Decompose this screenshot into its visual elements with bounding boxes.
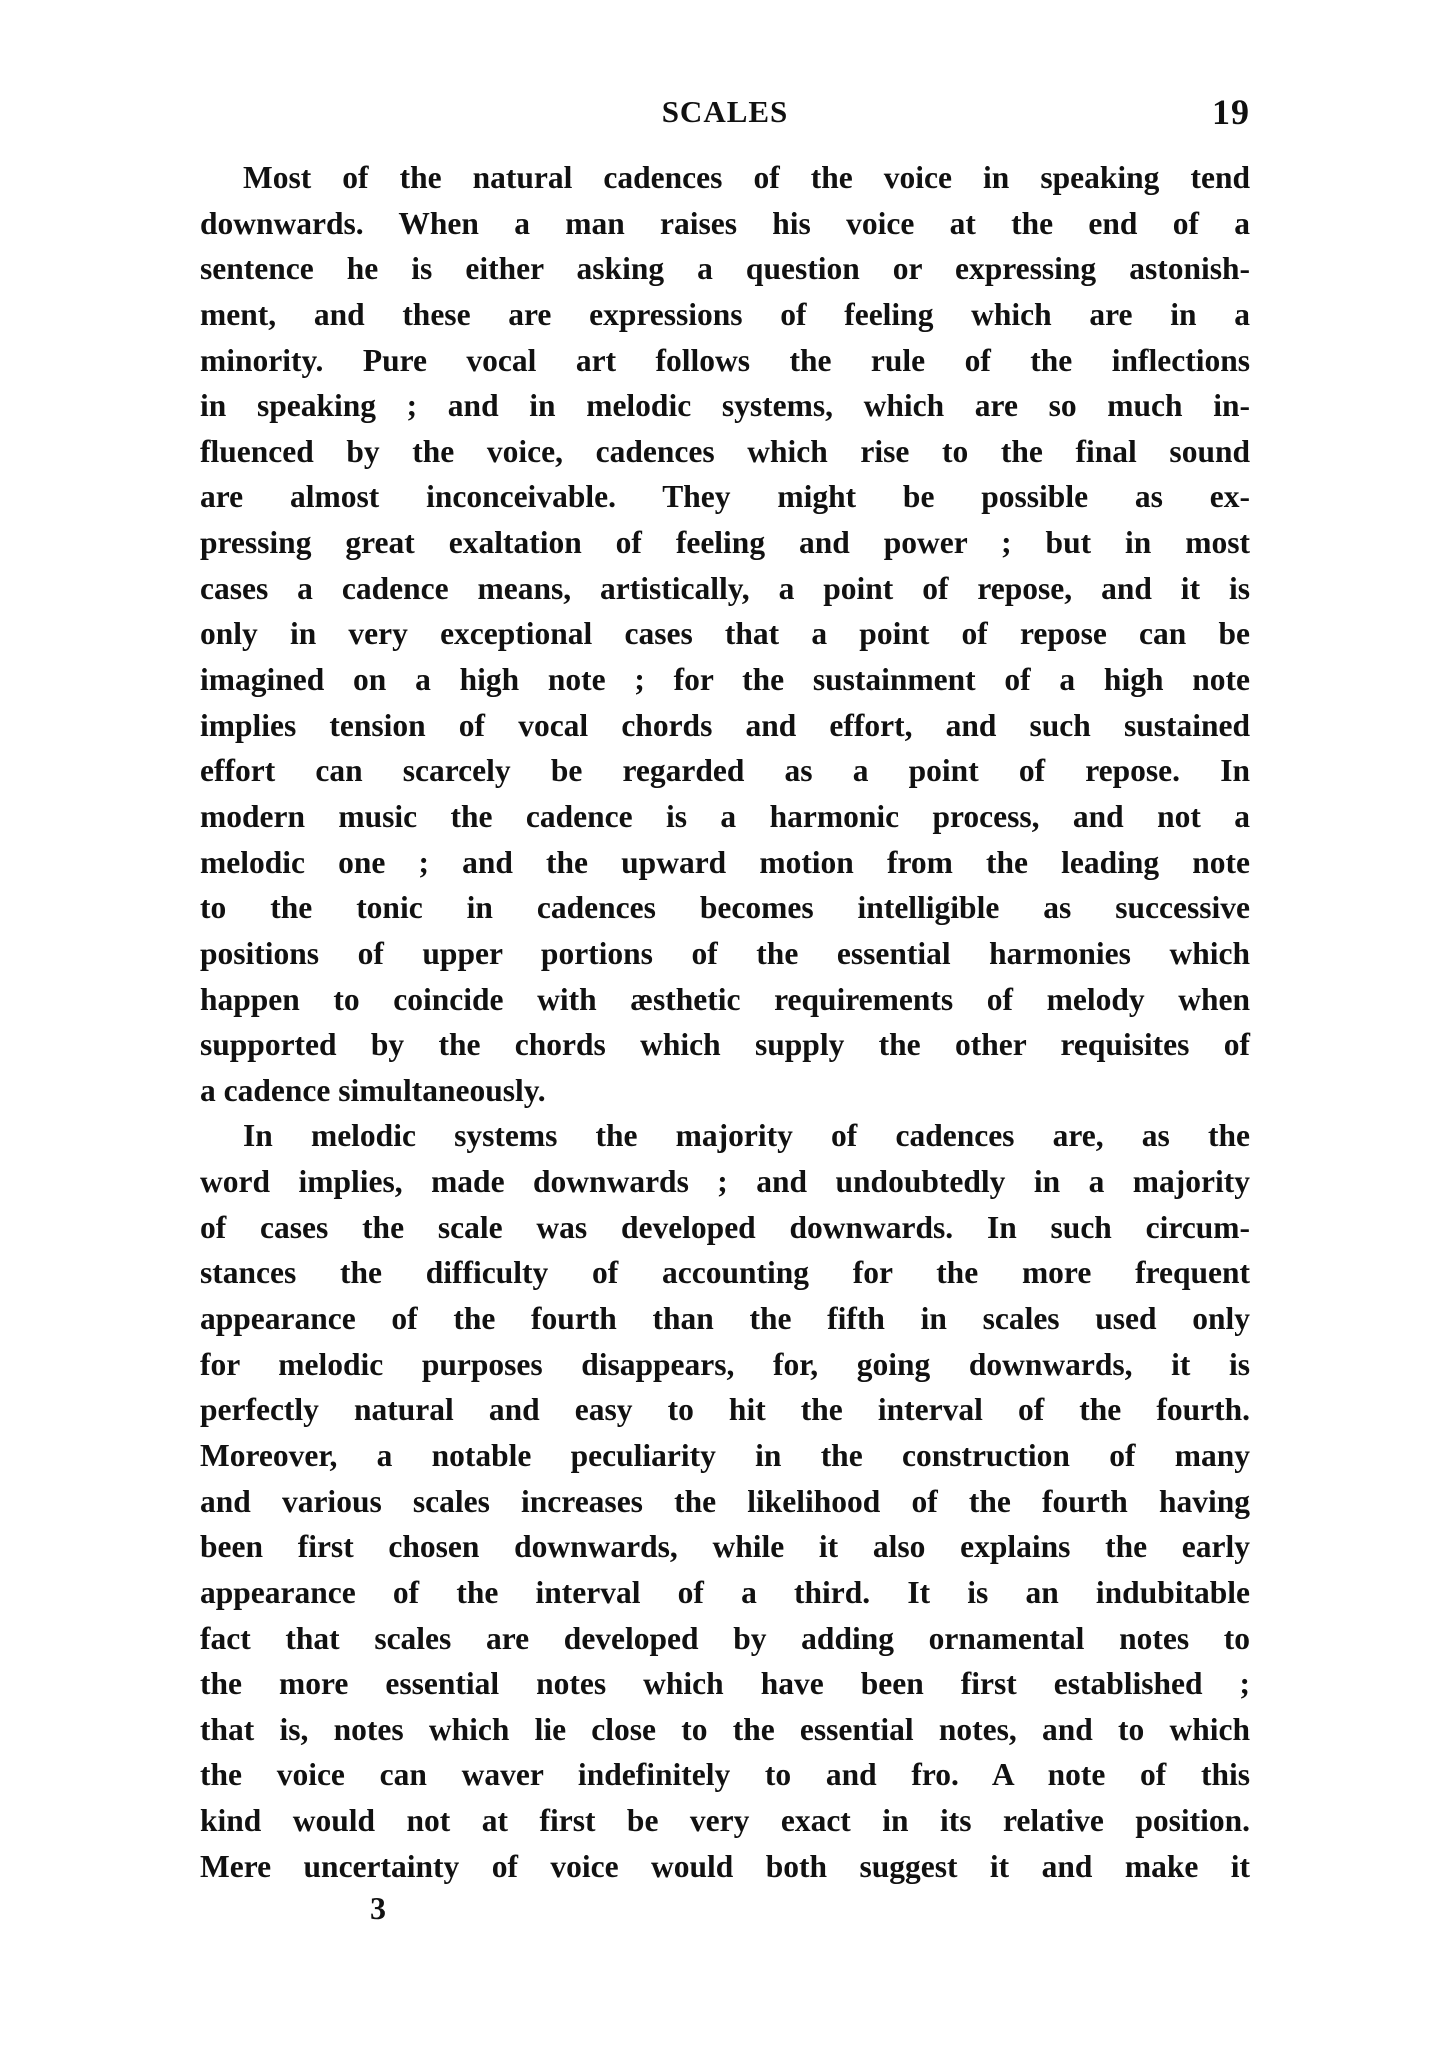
text-line: minority. Pure vocal art follows the rule of the inflections [200, 342, 1250, 378]
text-line: stances the difficulty of accounting for the more frequent [200, 1255, 1250, 1291]
running-title: SCALES [661, 94, 789, 129]
text-line: melodic one ; and the upward motion from the leading note [200, 844, 1250, 880]
text-line: appearance of the interval of a third. It is an indubitable [200, 1574, 1250, 1610]
text-line: kind would not at first be very exact in its relative position. [200, 1803, 1250, 1839]
text-line: sentence he is either asking a question or expressing astonish- [200, 251, 1250, 287]
text-line: happen to coincide with æsthetic requirements of melody when [200, 981, 1250, 1017]
text-line: to the tonic in cadences becomes intelligible as successive [200, 890, 1250, 926]
text-line: fluenced by the voice, cadences which rise to the final sound [200, 433, 1250, 469]
signature-mark: 3 [370, 1890, 386, 1926]
text-line: positions of upper portions of the essential harmonies which [200, 935, 1250, 971]
text-line: supported by the chords which supply the other requisites of [200, 1027, 1250, 1063]
text-line: Mere uncertainty of voice would both suggest it and make it [200, 1848, 1250, 1884]
text-line: implies tension of vocal chords and effort, and such sustained [200, 707, 1250, 743]
text-line: fact that scales are developed by adding ornamental notes to [200, 1620, 1250, 1656]
text-line: the more essential notes which have been first established ; [200, 1666, 1250, 1702]
paragraph-1 [200, 155, 1250, 1113]
text-line: modern music the cadence is a harmonic process, and not a [200, 798, 1250, 834]
text-line: are almost inconceivable. They might be possible as ex- [200, 479, 1250, 515]
text-line: been first chosen downwards, while it also explains the early [200, 1529, 1250, 1565]
body-text [200, 155, 1250, 1889]
text-line: of cases the scale was developed downwards. In such circum- [200, 1209, 1250, 1245]
text-line: ment, and these are expressions of feeling which are in a [200, 296, 1250, 332]
paragraph-2 [200, 1113, 1250, 1889]
text-line: in speaking ; and in melodic systems, which are so much in- [200, 388, 1250, 424]
page-number: 19 [1212, 92, 1250, 132]
text-line: word implies, made downwards ; and undoubtedly in a majority [200, 1164, 1250, 1200]
text-line: the voice can waver indefinitely to and fro. A note of this [200, 1757, 1250, 1793]
text-line: perfectly natural and easy to hit the interval of the fourth. [200, 1392, 1250, 1428]
text-line: that is, notes which lie close to the essential notes, and to which [200, 1711, 1250, 1747]
text-line: pressing great exaltation of feeling and power ; but in most [200, 525, 1250, 561]
text-line: only in very exceptional cases that a point of repose can be [200, 616, 1250, 652]
text-line: effort can scarcely be regarded as a point of repose. In [200, 753, 1250, 789]
text-line: In melodic systems the majority of cadences are, as the [243, 1118, 1250, 1154]
text-line: downwards. When a man raises his voice at the end of a [200, 205, 1250, 241]
text-line: Moreover, a notable peculiarity in the construction of many [200, 1437, 1250, 1473]
text-line: a cadence simultaneously. [200, 1072, 546, 1108]
text-line: appearance of the fourth than the fifth in scales used only [200, 1301, 1250, 1337]
text-line: imagined on a high note ; for the sustainment of a high note [200, 662, 1250, 698]
running-head [200, 92, 1250, 132]
text-line: cases a cadence means, artistically, a point of repose, and it is [200, 570, 1250, 606]
text-line: and various scales increases the likelihood of the fourth having [200, 1483, 1250, 1519]
text-line: Most of the natural cadences of the voice in speaking tend [243, 160, 1250, 195]
text-line: for melodic purposes disappears, for, going downwards, it is [200, 1346, 1250, 1382]
